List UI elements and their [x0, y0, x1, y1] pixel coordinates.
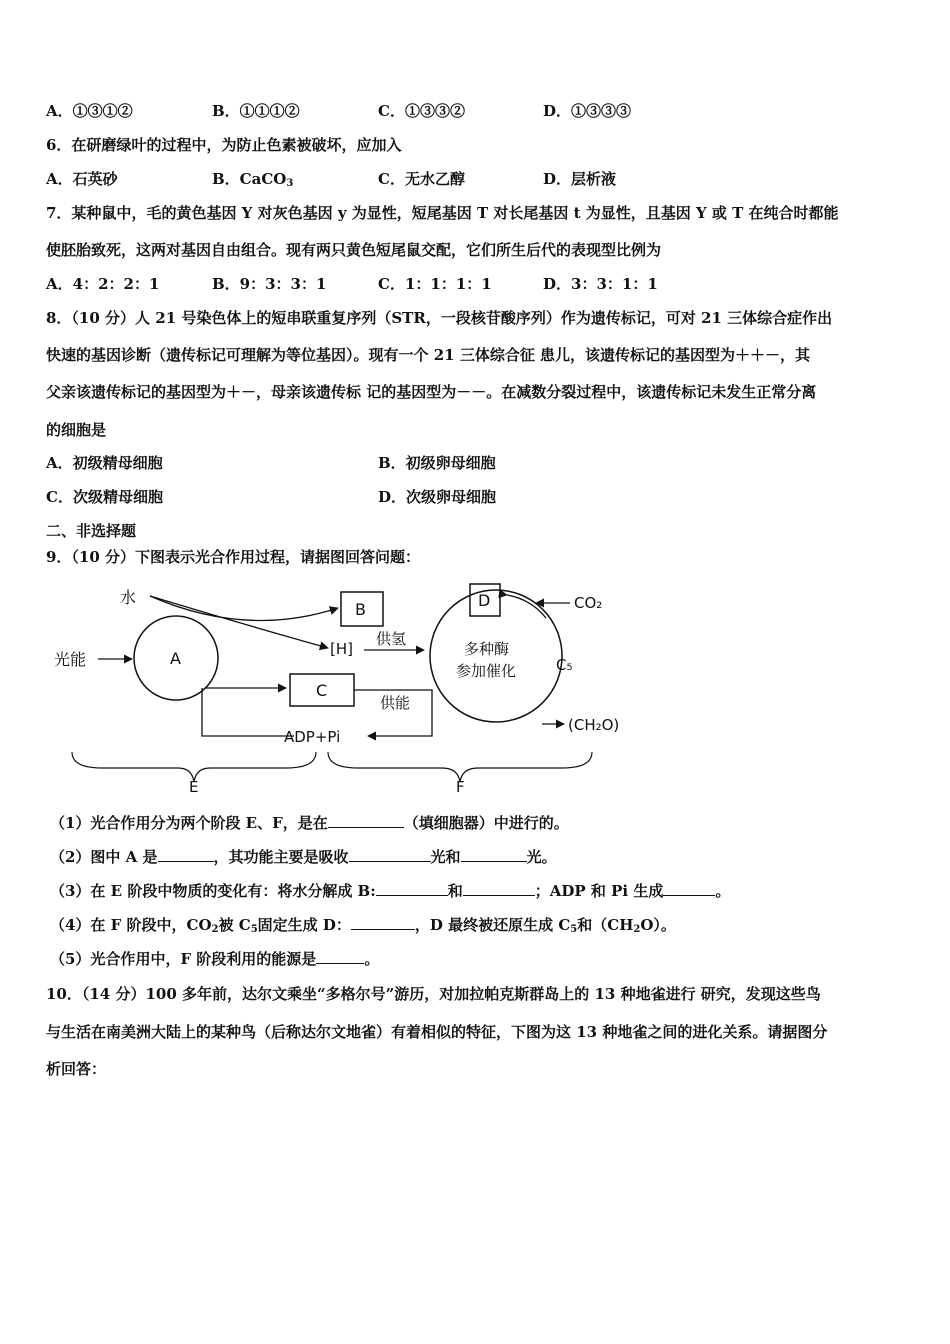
- q10-line1: 10．（14 分）100 多年前，达尔文乘坐“多格尔号”游历，对加拉帕克斯群岛上的 13 种地雀进行 研究，发现这些鸟: [46, 985, 821, 1003]
- label-supply-e: 供能: [380, 694, 411, 712]
- label-co2: CO₂: [574, 594, 603, 612]
- q7-option-c: C．1：1：1：1: [378, 275, 492, 293]
- q9-sub2: （2）图中 A 是 ，其功能主要是吸收 光和 光。: [50, 848, 557, 866]
- label-light: 光能: [54, 650, 87, 669]
- q7-option-b: B．9：3：3：1: [212, 275, 327, 293]
- label-a: A: [170, 649, 181, 668]
- label-d: D: [478, 591, 491, 610]
- q7-option-d: D．3：3：1：1: [543, 275, 658, 293]
- q6-option-a: A．石英砂: [46, 170, 118, 188]
- blank-3c[interactable]: [663, 881, 715, 896]
- q9-sub3: （3）在 E 阶段中物质的变化有：将水分解成 B: 和 ；ADP 和 Pi 生成 。: [50, 882, 731, 900]
- label-water: 水: [120, 588, 137, 607]
- label-f: F: [456, 778, 465, 793]
- section-heading: 二、非选择题: [46, 522, 137, 540]
- blank-4[interactable]: [351, 915, 415, 930]
- blank-5[interactable]: [316, 949, 364, 964]
- blank-2c[interactable]: [461, 847, 527, 862]
- blank-3a[interactable]: [376, 881, 448, 896]
- q8-option-c: C．次级精母细胞: [46, 488, 163, 506]
- label-b: B: [355, 600, 366, 619]
- q6-option-b: B．CaCO$_3$: [212, 170, 294, 189]
- q8-line1: 8．（10 分）人 21 号染色体上的短串联重复序列（STR，一段核苷酸序列）作为遗传标记，可对 21 三体综合症作出: [46, 309, 833, 327]
- q8-option-d: D．次级卵母细胞: [378, 488, 497, 506]
- q7-line2: 使胚胎致死，这两对基因自由组合。现有两只黄色短尾鼠交配，它们所生后代的表现型比例为: [46, 241, 662, 259]
- label-adp: ADP+Pi: [284, 728, 341, 746]
- label-h: [H]: [330, 640, 353, 658]
- label-enzyme-2: 参加催化: [456, 662, 517, 680]
- q5-option-c: C．①③③②: [378, 102, 465, 120]
- q10-line2: 与生活在南美洲大陆上的某种鸟（后称达尔文地雀）有着相似的特征，下图为这 13 种地雀之间的进化关系。请据图分: [46, 1023, 828, 1041]
- label-e: E: [189, 778, 199, 793]
- q5-option-b: B．①①①②: [212, 102, 300, 120]
- q8-option-b: B．初级卵母细胞: [378, 454, 496, 472]
- q8-line3: 父亲该遗传标记的基因型为＋－，母亲该遗传标 记的基因型为－－。在减数分裂过程中，该遗传标记未发生正常分离: [46, 383, 817, 401]
- q5-option-a: A．①③①②: [46, 102, 133, 120]
- q8-option-a: A．初级精母细胞: [46, 454, 163, 472]
- blank-2a[interactable]: [158, 847, 214, 862]
- q9-sub1: （1）光合作用分为两个阶段 E、F，是在 （填细胞器）中进行的。: [50, 814, 569, 832]
- q9-sub5: （5）光合作用中，F 阶段利用的能源是 。: [50, 950, 380, 968]
- label-c5: C₅: [556, 656, 573, 674]
- q6-stem: 6．在研磨绿叶的过程中，为防止色素被破坏，应加入: [46, 136, 402, 154]
- q9-stem: 9．（10 分）下图表示光合作用过程，请据图回答问题：: [46, 548, 421, 566]
- blank-2b[interactable]: [349, 847, 431, 862]
- label-c: C: [316, 681, 328, 700]
- q8-line4: 的细胞是: [46, 421, 107, 439]
- q6-option-d: D．层析液: [543, 170, 617, 188]
- q9-sub4: （4）在 F 阶段中，$CO_2$被 $C_5$固定生成 D： ，D 最终被还原生成 $C_5$和$(CH_2O)$。: [50, 916, 676, 935]
- q6-option-c: C．无水乙醇: [378, 170, 465, 188]
- photosynthesis-diagram: [46, 578, 646, 793]
- blank-3b[interactable]: [463, 881, 535, 896]
- label-supply-h: 供氢: [376, 630, 407, 648]
- blank-1[interactable]: [328, 813, 404, 828]
- q5-option-d: D．①③③③: [543, 102, 632, 120]
- label-ch2o: (CH₂O): [568, 716, 620, 734]
- q7-line1: 7．某种鼠中，毛的黄色基因 Y 对灰色基因 y 为显性，短尾基因 T 对长尾基因 t 为显性，且基因 Y 或 T 在纯合时都能: [46, 204, 839, 222]
- label-enzyme-1: 多种酶: [464, 640, 510, 658]
- q7-option-a: A．4：2：2：1: [46, 275, 160, 293]
- q10-line3: 析回答：: [46, 1060, 107, 1078]
- q8-line2: 快速的基因诊断（遗传标记可理解为等位基因）。现有一个 21 三体综合征 患儿，该遗传标记的基因型为＋＋－，其: [46, 346, 811, 364]
